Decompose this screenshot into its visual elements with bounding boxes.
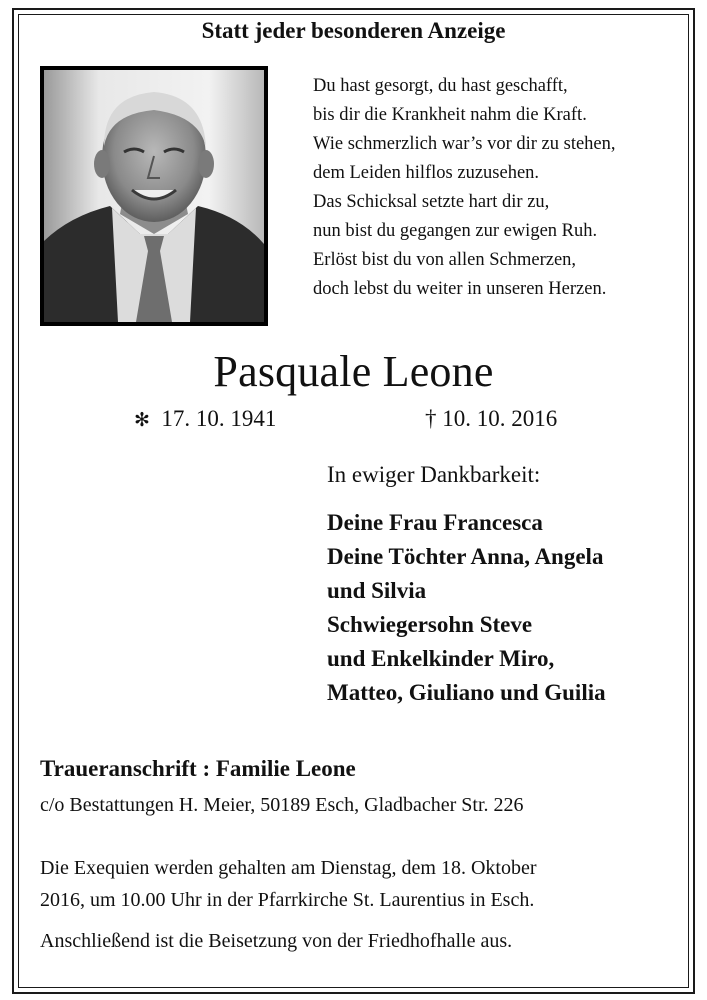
mourner-line: Deine Töchter Anna, Angela [327, 544, 604, 569]
mourner-line: und Silvia [327, 578, 427, 603]
service-info [40, 852, 537, 916]
service-line: Die Exequien werden gehalten am Dienstag, dem 18. Oktober [40, 857, 537, 879]
poem-line: bis dir die Krankheit nahm die Kraft. [313, 105, 587, 125]
address-title: Traueranschrift : Familie Leone [40, 756, 356, 781]
deceased-name: Pasquale Leone [213, 347, 494, 396]
birth-date: 17. 10. 1941 [161, 406, 277, 431]
burial-info: Anschließend ist die Beisetzung von der Friedhofhalle aus. [40, 930, 513, 952]
mourner-line: Matteo, Giuliano und Guilia [327, 680, 606, 705]
mourners-list [327, 506, 606, 710]
gratitude-line: In ewiger Dankbarkeit: [327, 462, 541, 487]
cross-icon: † [425, 406, 437, 431]
poem [313, 72, 693, 304]
poem-line: Du hast gesorgt, du hast geschafft, [313, 76, 568, 96]
poem-line: dem Leiden hilflos zuzusehen. [313, 163, 540, 183]
portrait-photo [40, 66, 268, 326]
poem-line: Erlöst bist du von allen Schmerzen, [313, 250, 577, 270]
notice-heading: Statt jeder besonderen Anzeige [201, 18, 506, 43]
poem-line: Wie schmerzlich war’s vor dir zu stehen, [313, 134, 616, 154]
birth-star-icon: ✻ [134, 410, 150, 431]
mourner-line: und Enkelkinder Miro, [327, 646, 555, 671]
mourner-line: Schwiegersohn Steve [327, 612, 533, 637]
service-line: 2016, um 10.00 Uhr in der Pfarrkirche St. Laurentius in Esch. [40, 889, 535, 911]
address-line: c/o Bestattungen H. Meier, 50189 Esch, Gladbacher Str. 226 [40, 794, 524, 816]
death-date-line [425, 406, 557, 432]
death-date: 10. 10. 2016 [442, 406, 558, 431]
poem-line: nun bist du gegangen zur ewigen Ruh. [313, 221, 598, 241]
poem-line: doch lebst du weiter in unseren Herzen. [313, 279, 607, 299]
poem-line: Das Schicksal setzte hart dir zu, [313, 192, 550, 212]
birth-date-line [134, 406, 276, 432]
mourner-line: Deine Frau Francesca [327, 510, 543, 535]
